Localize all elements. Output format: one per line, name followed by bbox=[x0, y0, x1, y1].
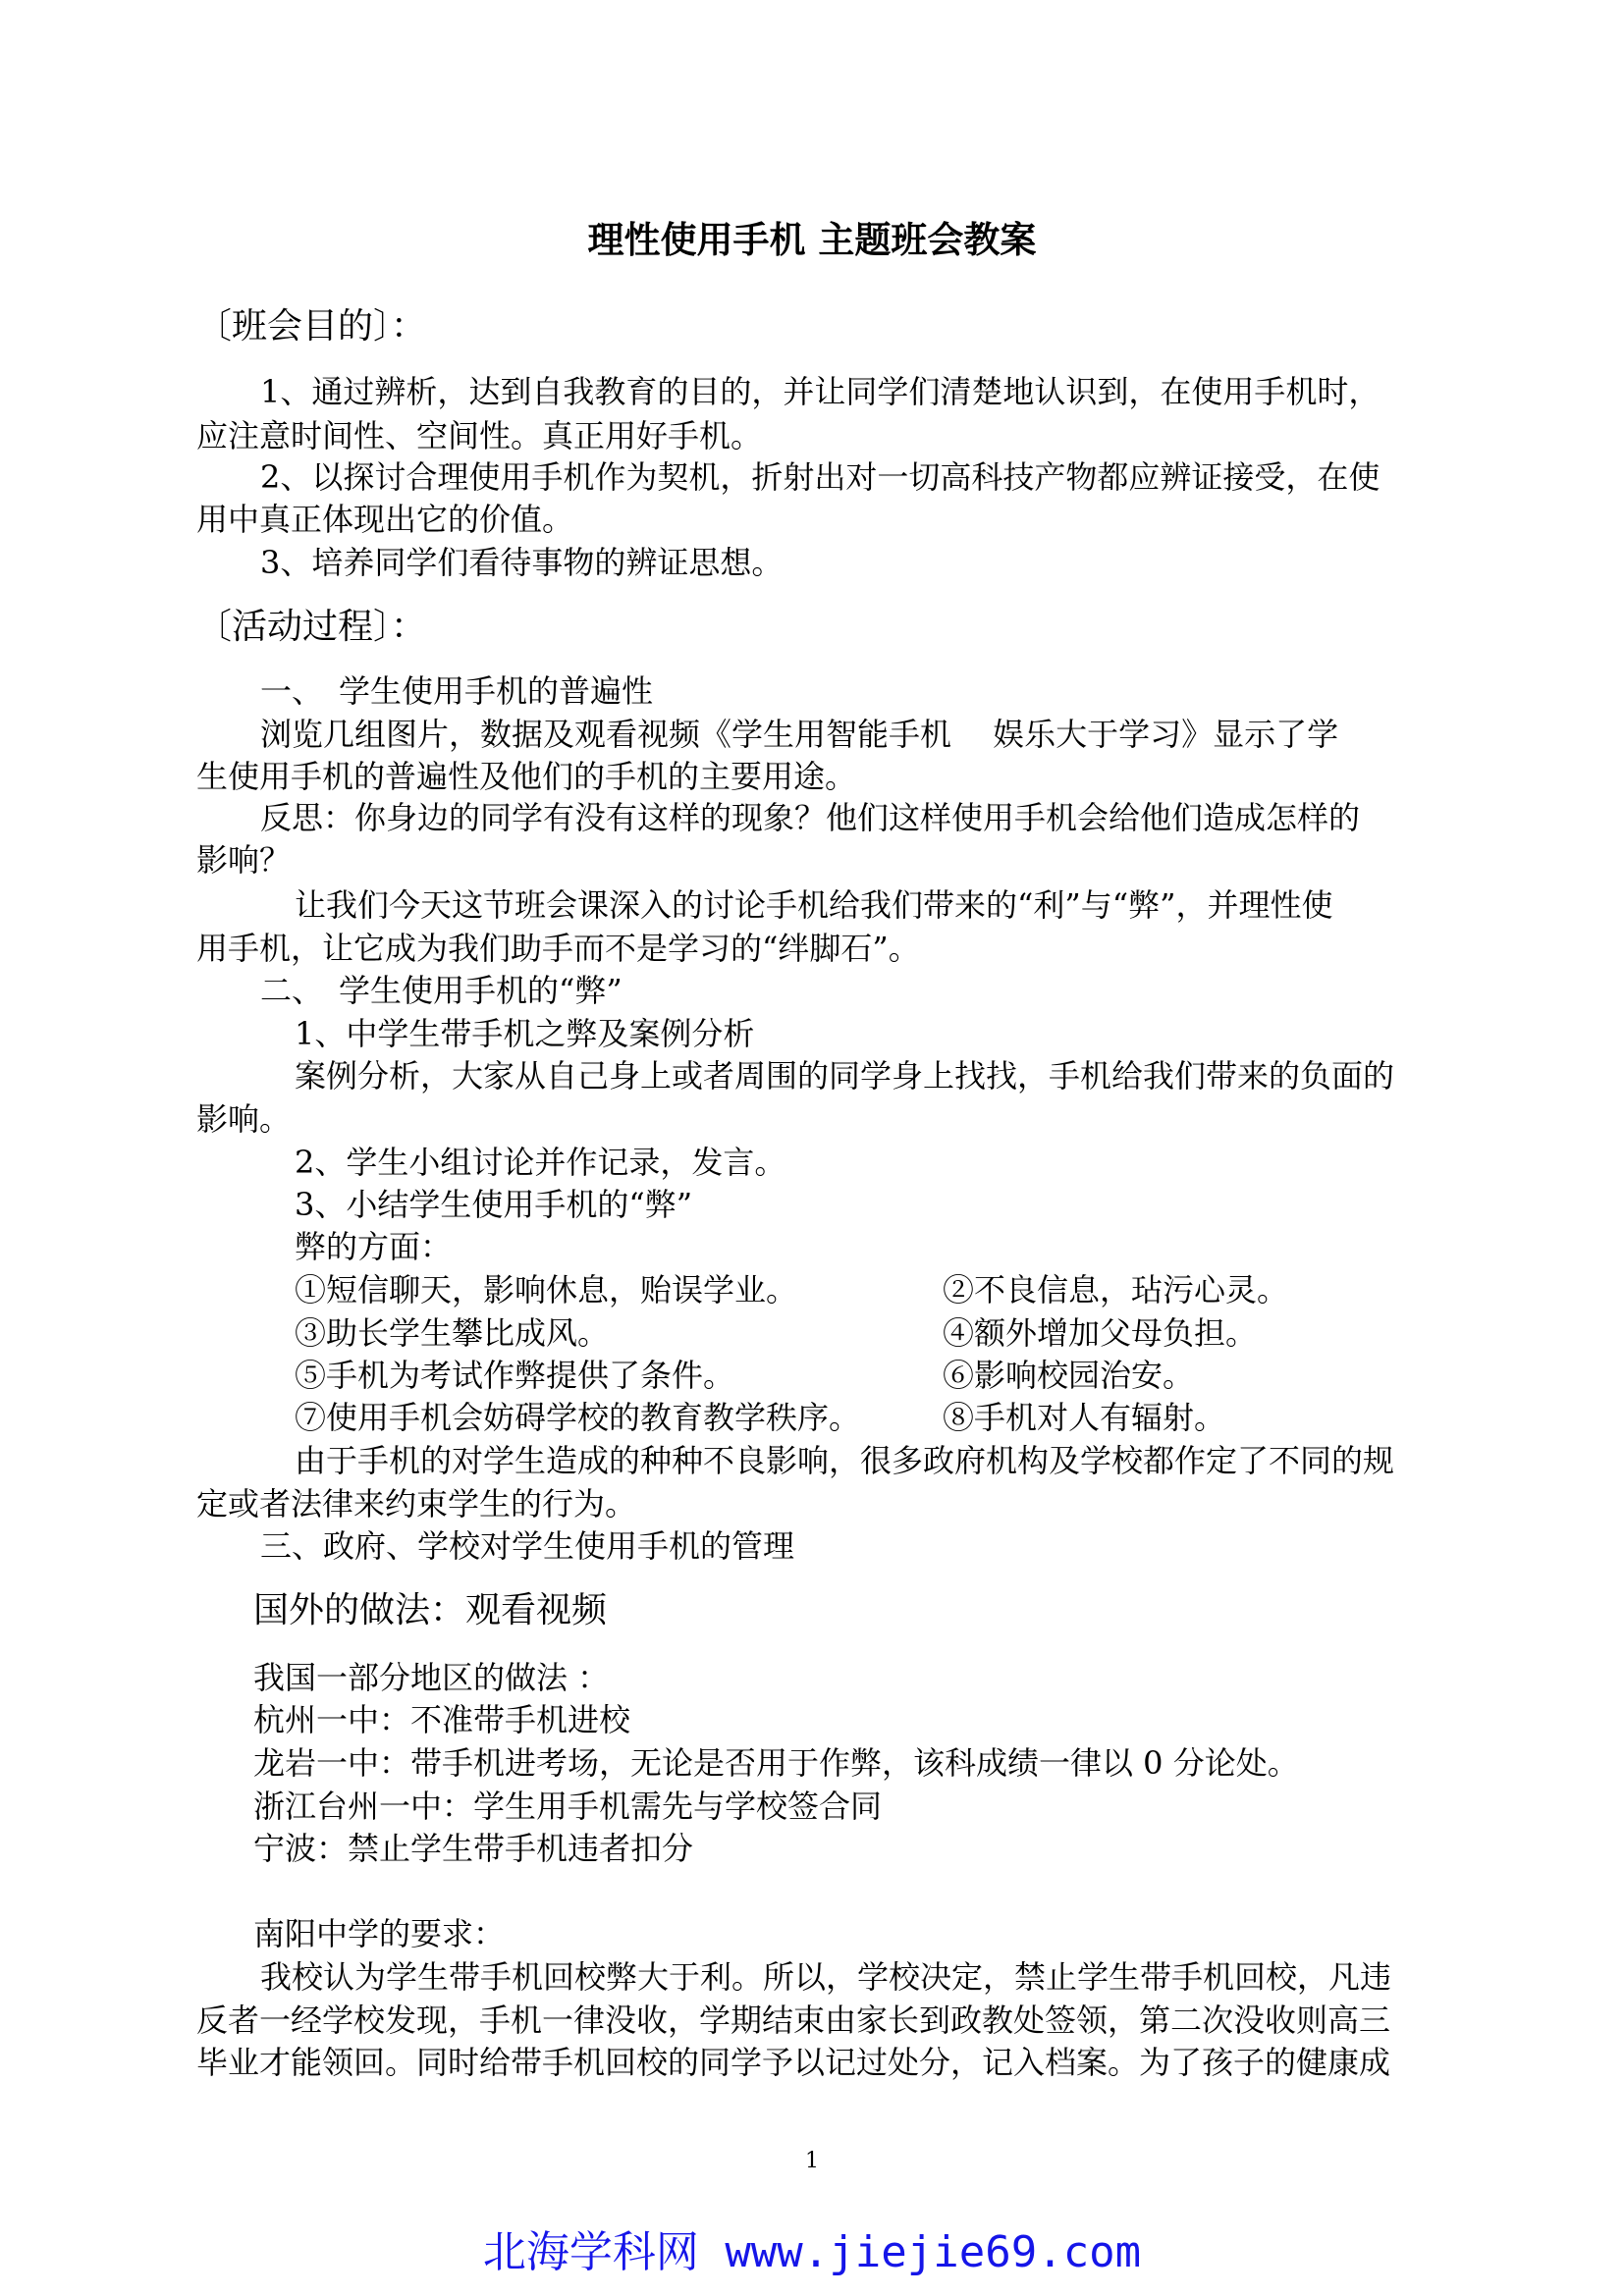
list-item: 1、中学生带手机之弊及案例分析 bbox=[295, 1015, 755, 1052]
list-item: 杭州一中：不准带手机进校 bbox=[253, 1701, 631, 1738]
paragraph-line: 我国一部分地区的做法 ： bbox=[253, 1659, 610, 1696]
goal-line: 1、通过辨析，达到自我教育的目的，并让同学们清楚地认识到，在使用手机时， bbox=[260, 373, 1380, 410]
part-heading: 三、政府、学校对学生使用手机的管理 bbox=[260, 1527, 795, 1565]
disadvantage-item: ⑥影响校园治安。 bbox=[943, 1357, 1195, 1394]
goal-line: 用中真正体现出它的价值。 bbox=[196, 501, 574, 538]
list-item: 2、学生小组讨论并作记录，发言。 bbox=[295, 1144, 786, 1181]
paragraph-line: 影响。 bbox=[196, 1100, 292, 1138]
document-title: 理性使用手机 主题班会教案 bbox=[587, 219, 1037, 261]
disadvantage-item: ⑧手机对人有辐射。 bbox=[943, 1399, 1226, 1436]
footer-watermark: 北海学科网 www.jiejie69.com bbox=[482, 2227, 1142, 2277]
paragraph-line: 反者一经学校发现，手机一律没收，学期结束由家长到政教处签领，第二次没收则高三 bbox=[196, 2002, 1391, 2039]
paragraph-line: 我校认为学生带手机回校弊大于利。所以，学校决定，禁止学生带手机回校，凡违 bbox=[260, 1958, 1392, 1996]
list-item: 宁波：禁止学生带手机违者扣分 bbox=[253, 1830, 694, 1867]
section-heading-goals: 〔班会目的〕： bbox=[196, 306, 427, 347]
disadvantage-item: ④额外增加父母负担。 bbox=[943, 1314, 1258, 1352]
disadvantage-item: ⑤手机为考试作弊提供了条件。 bbox=[295, 1357, 735, 1394]
goal-line: 2、以探讨合理使用手机作为契机，折射出对一切高科技产物都应辨证接受，在使 bbox=[260, 458, 1380, 496]
paragraph-line: 由于手机的对学生造成的种种不良影响，很多政府机构及学校都作定了不同的规 bbox=[295, 1442, 1395, 1479]
paragraph-line: 让我们今天这节班会课深入的讨论手机给我们带来的“利”与“弊”，并理性使 bbox=[295, 886, 1333, 924]
paragraph-line: 影响？ bbox=[196, 841, 292, 879]
paragraph-line: 定或者法律来约束学生的行为。 bbox=[196, 1485, 637, 1522]
goal-line: 应注意时间性、空间性。真正用好手机。 bbox=[196, 417, 763, 454]
list-item: 浙江台州一中：学生用手机需先与学校签合同 bbox=[253, 1788, 883, 1825]
list-item: 3、小结学生使用手机的“弊” bbox=[295, 1186, 693, 1223]
paragraph-line: 生使用手机的普遍性及他们的手机的主要用途。 bbox=[196, 758, 857, 795]
page-number: 1 bbox=[805, 2149, 819, 2173]
list-item: 龙岩一中：带手机进考场，无论是否用于作弊，该科成绩一律以 0 分论处。 bbox=[253, 1744, 1299, 1782]
disadvantage-item: ①短信聊天，影响休息，贻误学业。 bbox=[295, 1271, 798, 1308]
part-heading: 二、 学生使用手机的“弊” bbox=[260, 972, 623, 1009]
subheading-foreign: 国外的做法：观看视频 bbox=[253, 1590, 608, 1630]
paragraph-line: 南阳中学的要求： bbox=[253, 1915, 506, 1952]
paragraph-line: 毕业才能领回。同时给带手机回校的同学予以记过处分，记入档案。为了孩子的健康成 bbox=[196, 2044, 1391, 2081]
disadvantage-item: ③助长学生攀比成风。 bbox=[295, 1314, 610, 1352]
paragraph-line: 反思：你身边的同学有没有这样的现象？他们这样使用手机会给他们造成怎样的 bbox=[260, 799, 1361, 836]
section-heading-process: 〔活动过程〕： bbox=[196, 607, 427, 647]
disadvantage-label: 弊的方面： bbox=[295, 1228, 453, 1265]
paragraph-line: 浏览几组图片，数据及观看视频《学生用智能手机 娱乐大于学习》显示了学 bbox=[260, 716, 1339, 753]
paragraph-line: 案例分析，大家从自己身上或者周围的同学身上找找，手机给我们带来的负面的 bbox=[295, 1057, 1395, 1095]
part-heading: 一、 学生使用手机的普遍性 bbox=[260, 672, 654, 710]
paragraph-line: 用手机，让它成为我们助手而不是学习的“绊脚石”。 bbox=[196, 930, 920, 967]
disadvantage-item: ⑦使用手机会妨碍学校的教育教学秩序。 bbox=[295, 1399, 861, 1436]
goal-line: 3、培养同学们看待事物的辨证思想。 bbox=[260, 544, 784, 581]
disadvantage-item: ②不良信息，玷污心灵。 bbox=[943, 1271, 1289, 1308]
